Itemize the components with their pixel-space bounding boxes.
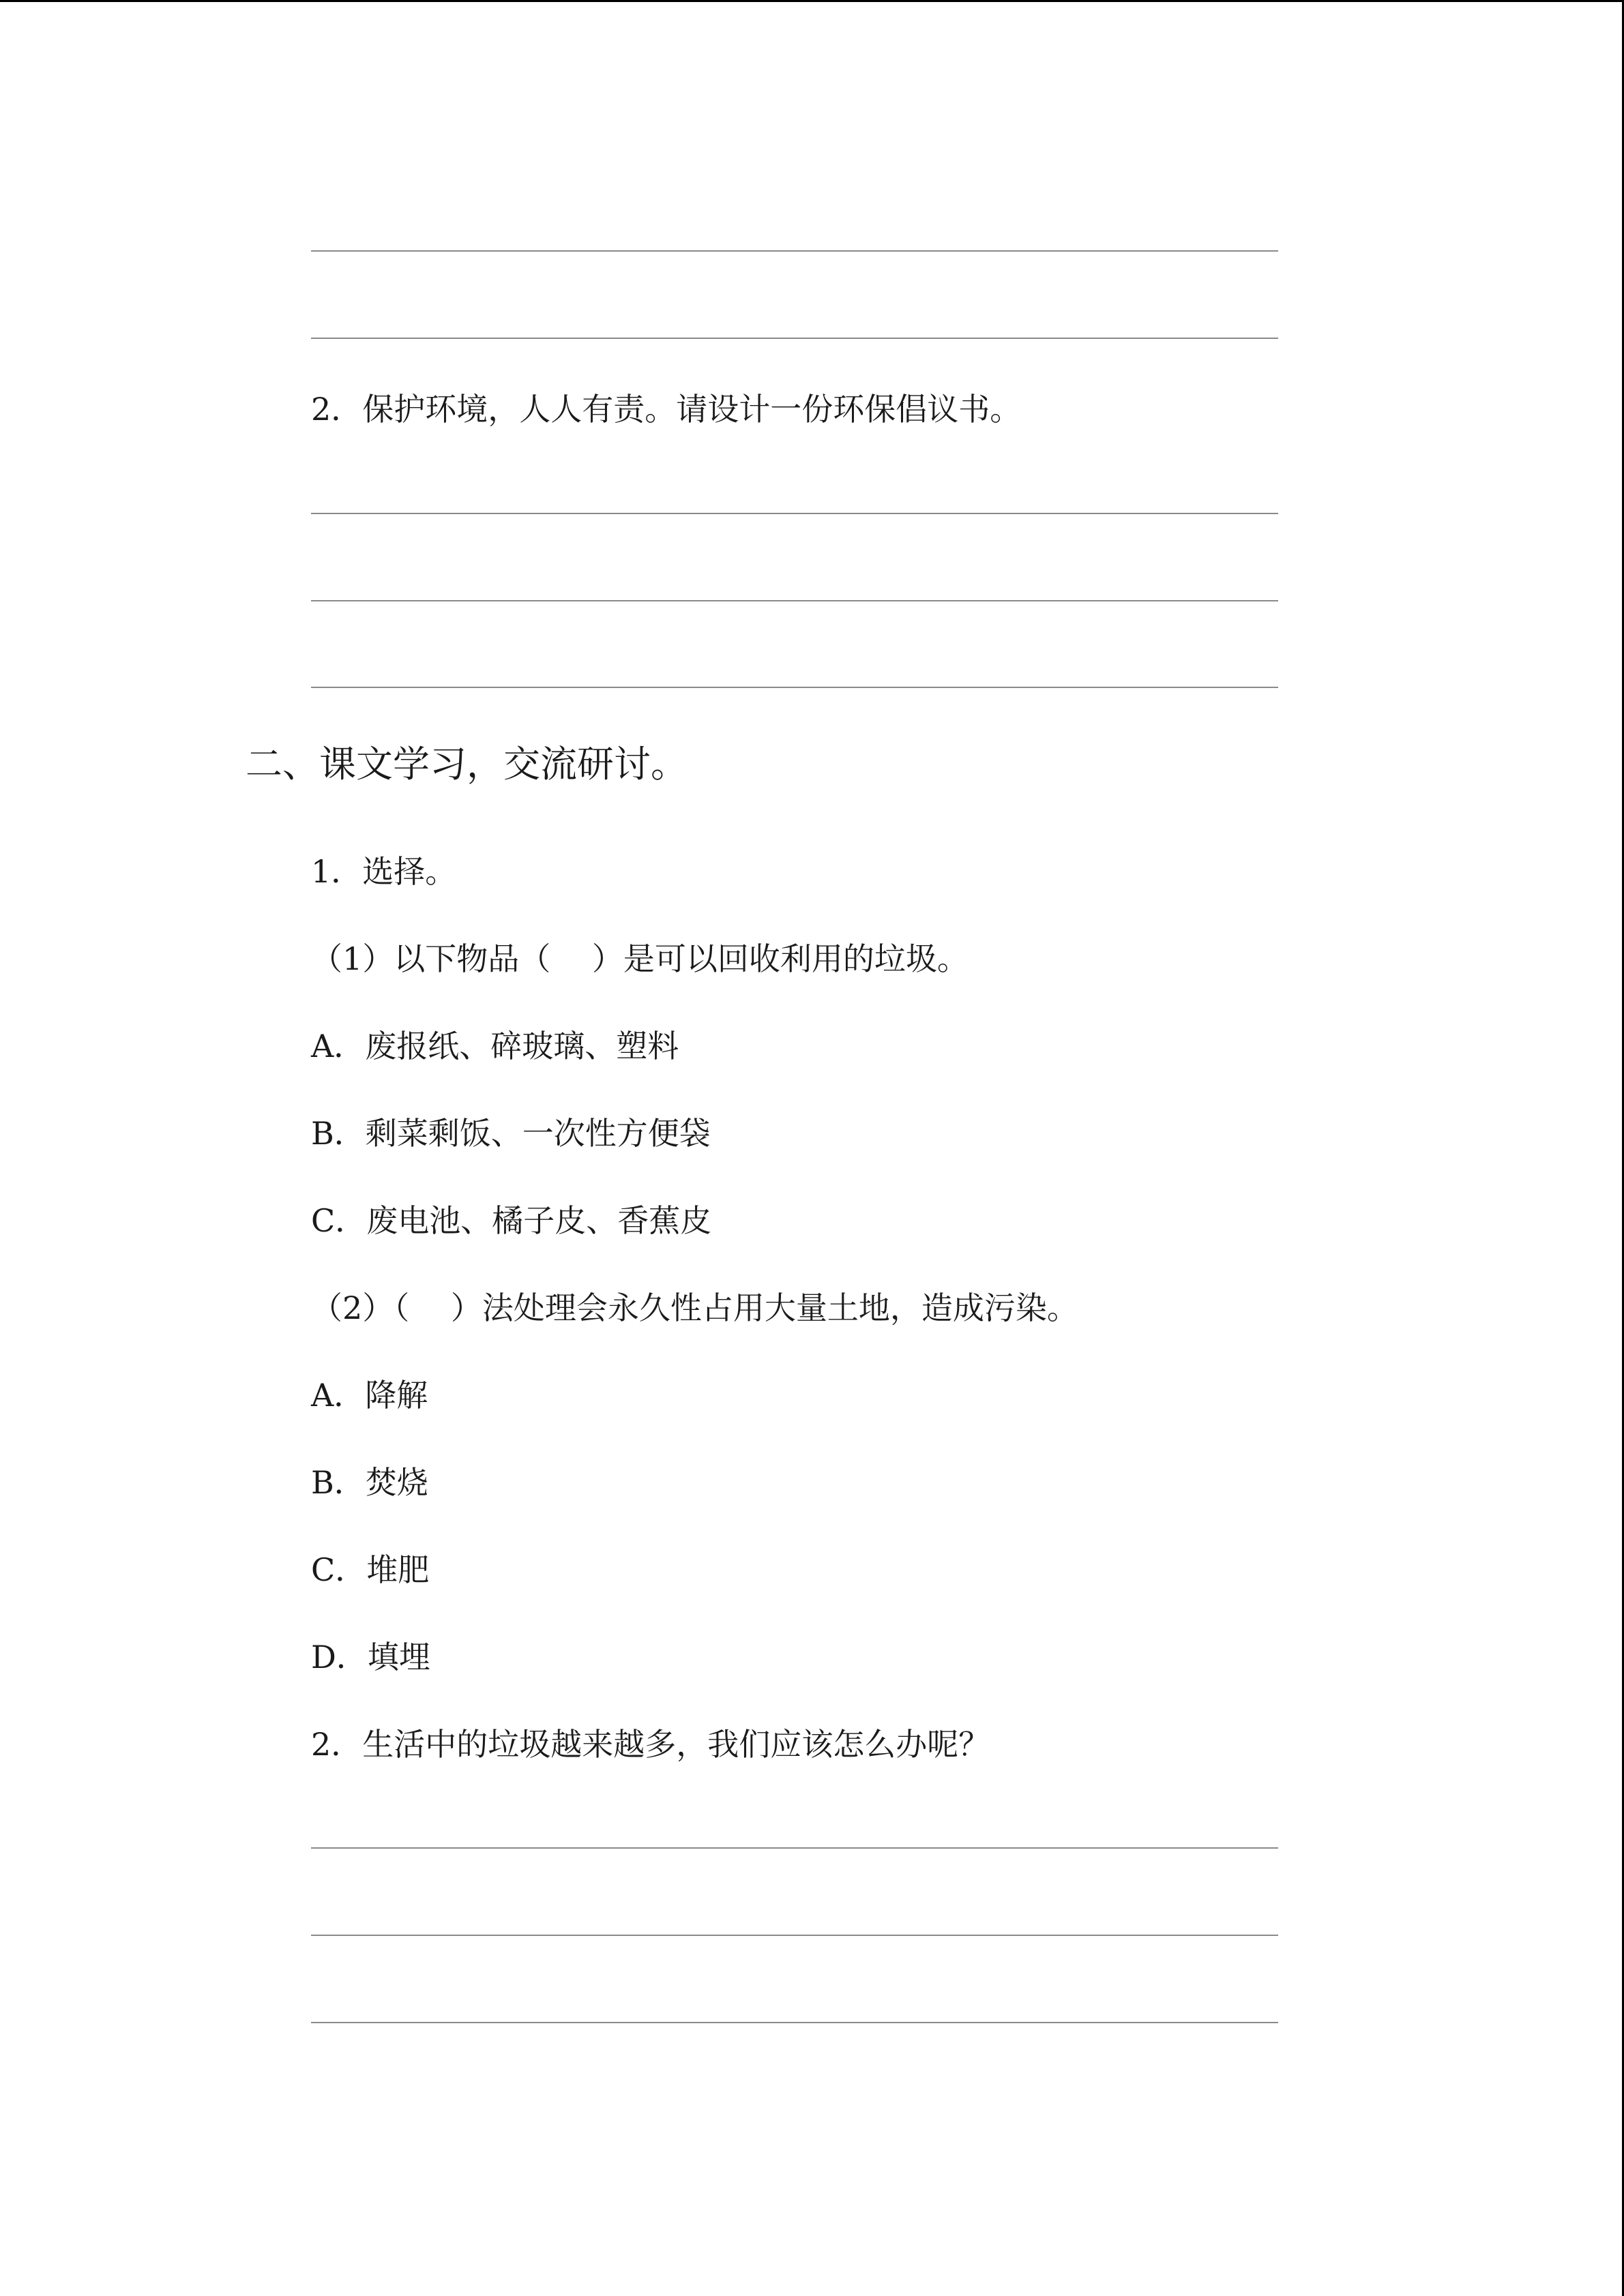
choice-option: A．降解: [311, 1377, 428, 1414]
choice-option: C．堆肥: [311, 1551, 430, 1588]
question-label: 1．选择。: [311, 853, 457, 890]
answer-line[interactable]: [311, 1935, 1278, 1936]
choice-option: D．填埋: [311, 1639, 430, 1675]
choice-option: C．废电池、橘子皮、香蕉皮: [311, 1202, 712, 1239]
answer-line[interactable]: [311, 338, 1278, 339]
question-stem: （2）（ ）法处理会永久性占用大量土地，造成污染。: [311, 1289, 1078, 1326]
choice-option: A．废报纸、碎玻璃、塑料: [311, 1028, 679, 1064]
answer-line[interactable]: [311, 687, 1278, 688]
question-text: 2．生活中的垃圾越来越多，我们应该怎么办呢？: [311, 1726, 990, 1763]
answer-line[interactable]: [311, 2022, 1278, 2023]
answer-line[interactable]: [311, 250, 1278, 252]
choice-option: B．剩菜剩饭、一次性方便袋: [311, 1115, 711, 1152]
answer-line[interactable]: [311, 1847, 1278, 1849]
question-text: 2．保护环境，人人有责。请设计一份环保倡议书。: [311, 391, 1022, 428]
choice-option: B．焚烧: [311, 1464, 428, 1501]
page-border-top: [0, 0, 1624, 2]
answer-line[interactable]: [311, 600, 1278, 601]
answer-line[interactable]: [311, 513, 1278, 514]
question-stem: （1）以下物品（ ）是可以回收利用的垃圾。: [311, 940, 969, 977]
section-heading: 二、课文学习，交流研讨。: [246, 743, 688, 786]
